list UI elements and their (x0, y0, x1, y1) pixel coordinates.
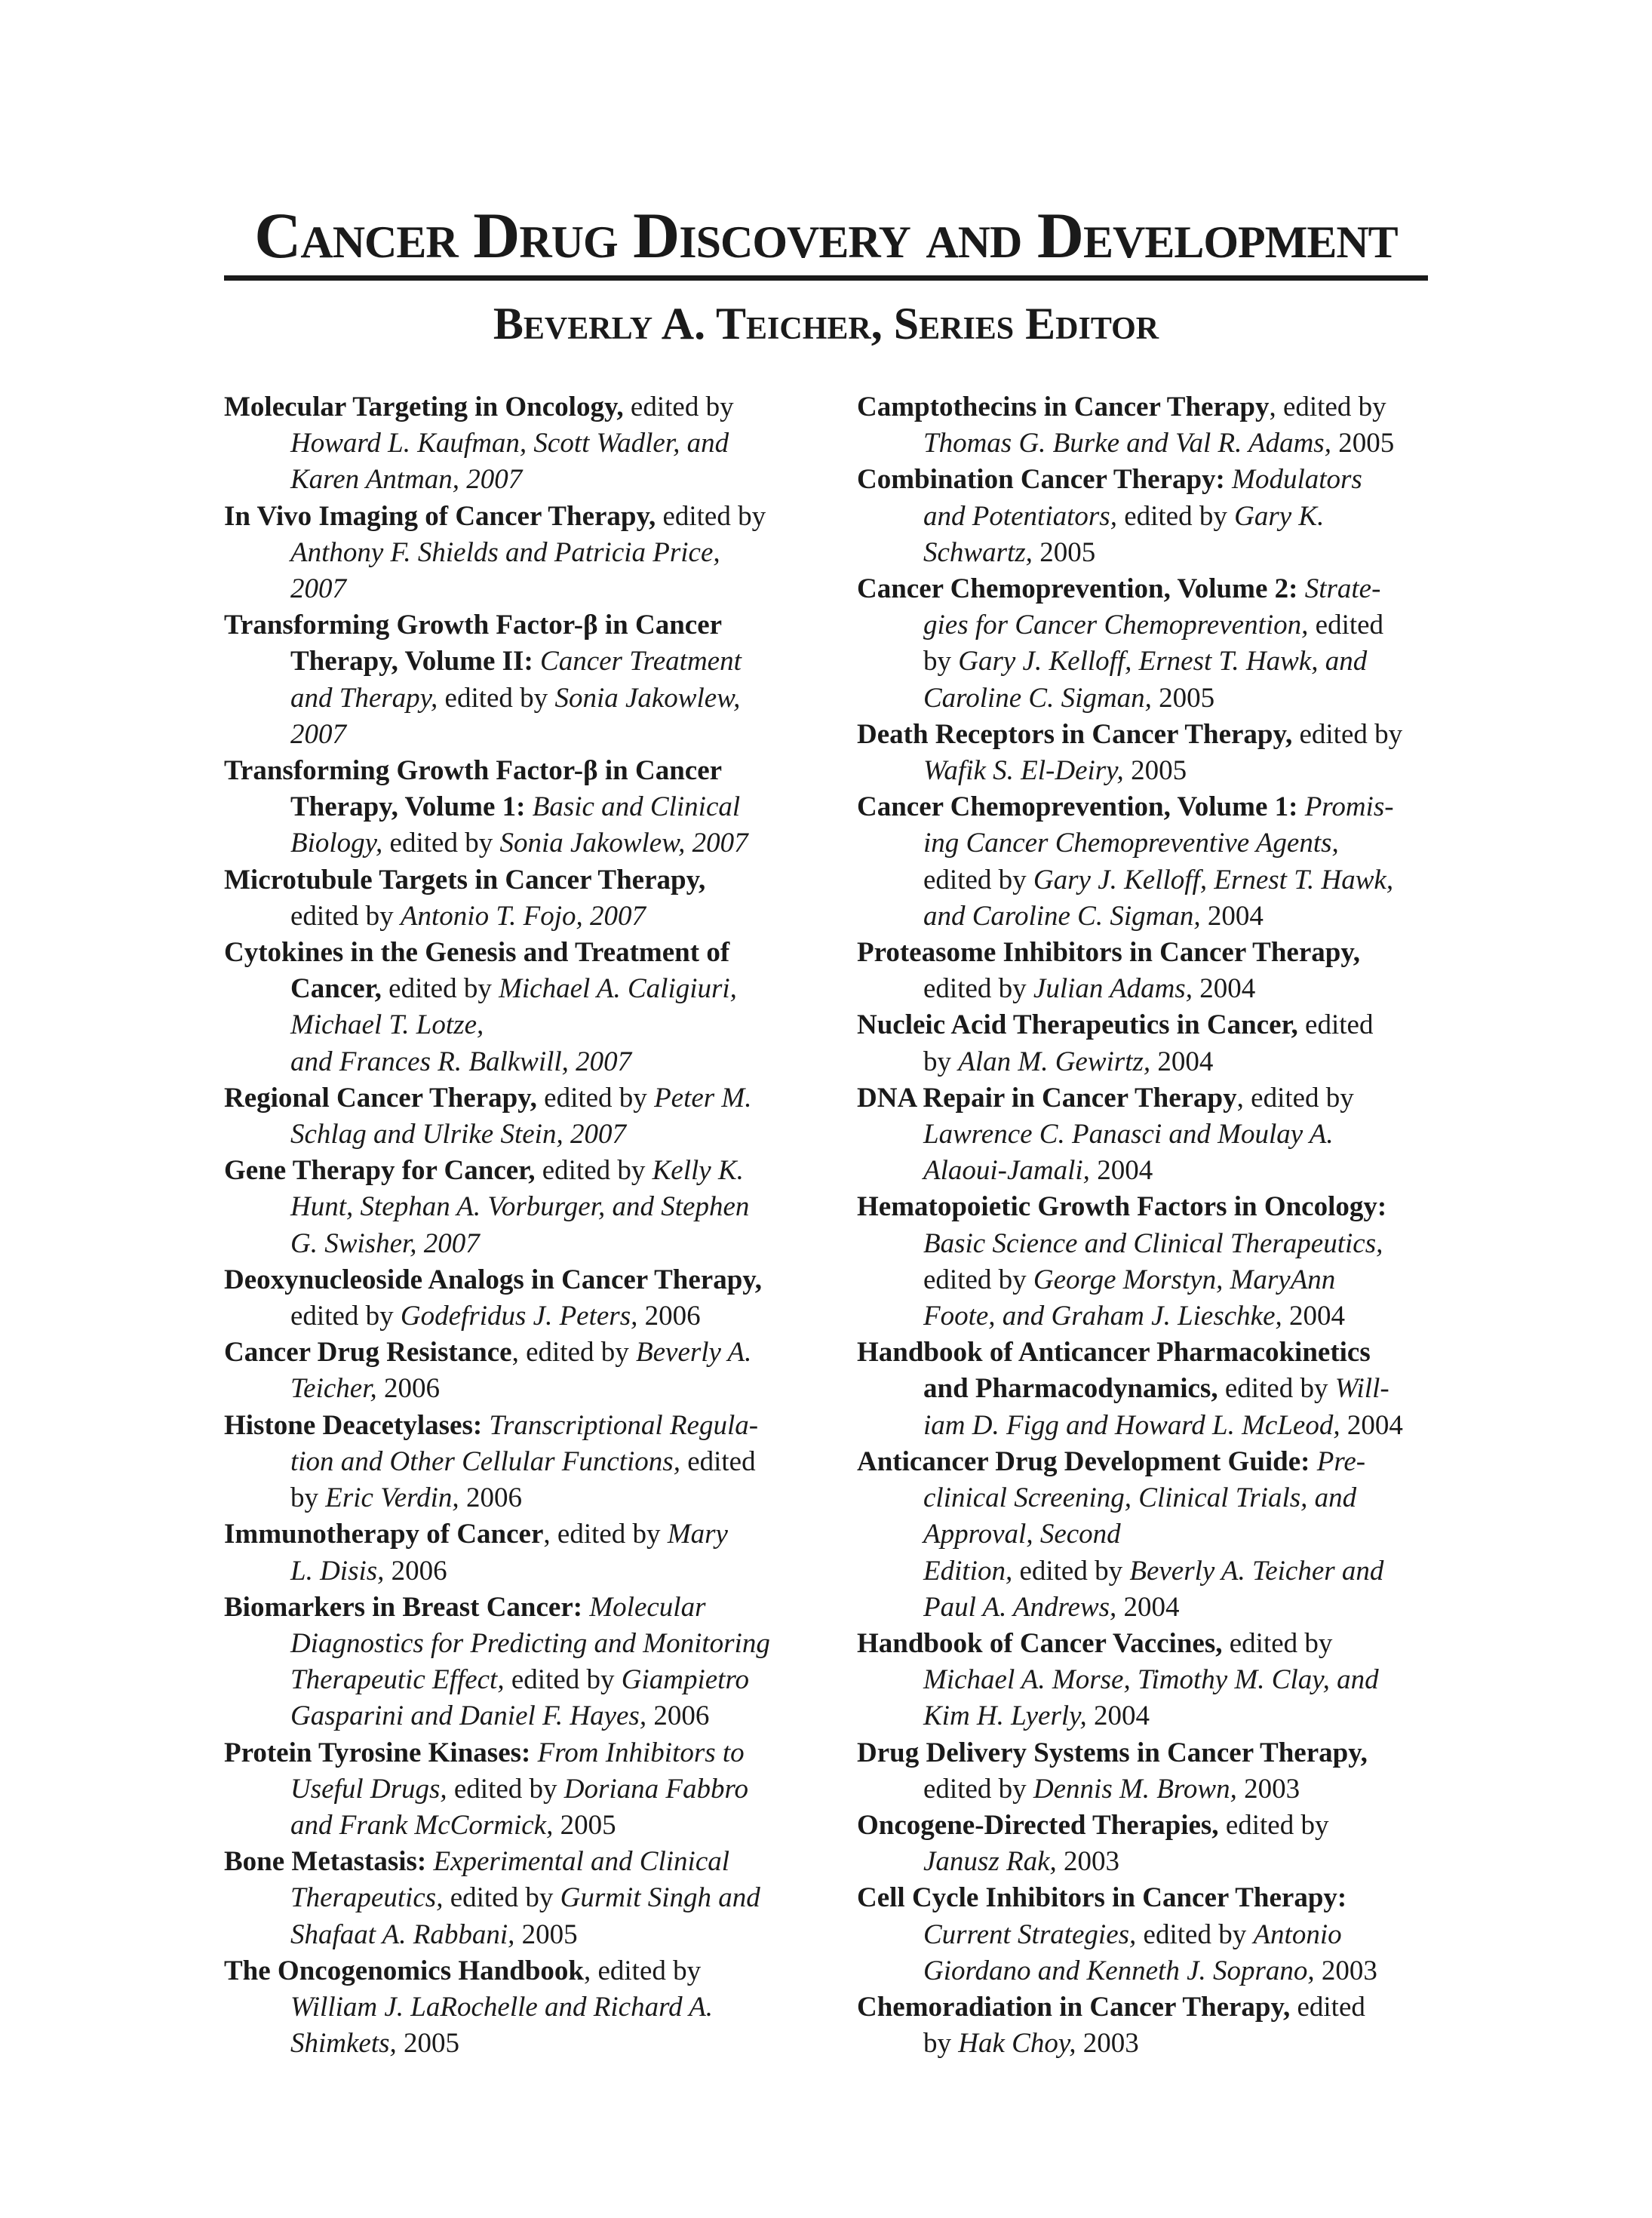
book-detail: edited by (1218, 1373, 1335, 1405)
book-entry (857, 1189, 1460, 1335)
book-detail-italic: Therapeutics, (290, 1882, 444, 1914)
book-entry (224, 1735, 828, 1845)
book-entry (857, 1007, 1460, 1080)
book-entry (224, 607, 828, 753)
book-detail-italic: Promis- (1304, 791, 1394, 823)
book-detail-italic: Julian Adams, (1033, 973, 1193, 1005)
book-detail-italic: G. Swisher, 2007 (290, 1227, 480, 1259)
book-detail-italic: Wafik S. El-Deiry, (923, 755, 1124, 787)
book-title: Histone Deacetylases: (224, 1409, 483, 1441)
book-detail: edited by (656, 500, 766, 532)
book-title: Cancer Chemoprevention, Volume 2: (857, 573, 1298, 605)
book-entry (224, 499, 828, 608)
book-detail-italic: ing Cancer Chemopreventive Agents, (923, 828, 1339, 859)
book-detail-italic: Gary K. (1234, 500, 1325, 532)
book-detail-italic: From Inhibitors to (537, 1737, 745, 1768)
book-detail: , edited by (511, 1337, 636, 1369)
book-entry (857, 1880, 1460, 1989)
book-title: Drug Delivery Systems in Cancer Therapy, (857, 1737, 1368, 1768)
book-detail: 2004 (1282, 1301, 1346, 1332)
book-detail: edited by (447, 1773, 564, 1805)
book-detail-italic: Paul A. Andrews, (923, 1591, 1117, 1623)
book-detail-italic: Beverly A. Teicher and (1129, 1555, 1384, 1587)
book-detail: 2005 (553, 1809, 616, 1841)
book-title: Anticancer Drug Development Guide: (857, 1445, 1310, 1477)
book-detail-italic: Molecular (589, 1591, 706, 1623)
book-detail: by (290, 1482, 326, 1514)
book-detail-italic: Kim H. Lyerly, (923, 1700, 1087, 1732)
book-detail-italic: Michael A. Caligiuri, (499, 973, 737, 1005)
book-detail-italic: Schlag and Ulrike Stein, 2007 (290, 1119, 626, 1150)
left-column (224, 389, 828, 2062)
book-title: Deoxynucleoside Analogs in Cancer Therapy, (224, 1264, 763, 1295)
book-title: Death Receptors in Cancer Therapy, (857, 718, 1293, 750)
book-entry (224, 753, 828, 862)
book-entry (224, 1153, 828, 1262)
book-title: Proteasome Inhibitors in Cancer Therapy, (857, 937, 1361, 969)
book-detail: edited by (923, 1773, 1033, 1805)
book-detail: edited by (1136, 1918, 1254, 1950)
book-detail-italic: Beverly A. (636, 1337, 752, 1369)
book-detail-italic: gies for Cancer Chemoprevention, (923, 610, 1309, 641)
book-detail-italic: Godefridus J. Peters, (400, 1301, 638, 1332)
book-detail-italic: Karen Antman, 2007 (290, 464, 523, 496)
book-title: Protein Tyrosine Kinases: (224, 1737, 531, 1768)
book-detail (1225, 464, 1232, 495)
book-detail-italic: Gurmit Singh and (560, 1882, 760, 1914)
book-detail-italic: Thomas G. Burke and Val R. Adams, (923, 428, 1331, 459)
book-detail-italic: Sonia Jakowlew, (554, 682, 741, 714)
book-detail: edited by (923, 864, 1033, 895)
book-detail: edited (680, 1445, 756, 1477)
book-detail (582, 1592, 589, 1623)
book-detail: edited by (438, 682, 555, 714)
book-entry (857, 1808, 1460, 1880)
book-detail-italic: L. Disis, (290, 1555, 385, 1587)
book-title: Regional Cancer Therapy, (224, 1082, 537, 1114)
book-detail: 2005 (1331, 428, 1395, 459)
book-title: Biomarkers in Breast Cancer: (224, 1591, 583, 1623)
book-detail-italic: Caroline C. Sigman, (923, 682, 1152, 714)
book-detail: 2005 (514, 1918, 578, 1950)
book-detail: edited by (381, 973, 499, 1005)
book-detail: by (923, 646, 959, 677)
book-detail-italic: Michael T. Lotze, (290, 1009, 484, 1041)
book-detail-italic: Sonia Jakowlew, 2007 (499, 828, 748, 859)
book-title: Cell Cycle Inhibitors in Cancer Therapy: (857, 1882, 1347, 1914)
book-detail: 2005 (396, 2028, 460, 2060)
book-detail-italic: Peter M. (654, 1082, 752, 1114)
book-title: Handbook of Cancer Vaccines, (857, 1627, 1223, 1659)
book-detail (1310, 1446, 1317, 1477)
book-detail: edited by (443, 1882, 560, 1914)
book-detail-italic: clinical Screening, Clinical Trials, and (923, 1482, 1357, 1514)
book-title: Microtubule Targets in Cancer Therapy, (224, 864, 706, 895)
book-entry (857, 1735, 1460, 1808)
book-detail-italic: Gary J. Kelloff, Ernest T. Hawk, and (958, 646, 1368, 677)
book-entry (224, 935, 828, 1080)
book-detail-italic: Will- (1334, 1373, 1389, 1405)
book-detail: edited by (1012, 1555, 1130, 1587)
book-title: Chemoradiation in Cancer Therapy, (857, 1991, 1291, 2023)
book-detail: by (923, 2028, 959, 2060)
book-entry (224, 862, 828, 935)
book-entry (857, 571, 1460, 717)
book-detail-italic: Howard L. Kaufman, Scott Wadler, and (290, 428, 729, 459)
book-detail-italic: Shafaat A. Rabbani, (290, 1918, 515, 1950)
book-detail: 2004 (1150, 1046, 1214, 1077)
book-detail-italic: Antonio T. Fojo, 2007 (400, 900, 646, 932)
book-entry (857, 789, 1460, 935)
book-detail-italic: 2007 (290, 573, 346, 605)
book-detail-italic: and Frances R. Balkwill, 2007 (290, 1046, 632, 1077)
book-detail-italic: Pre- (1316, 1445, 1366, 1477)
book-title: and Pharmacodynamics, (923, 1373, 1218, 1405)
book-title: Nucleic Acid Therapeutics in Cancer, (857, 1009, 1298, 1041)
book-detail-italic: iam D. Figg and Howard L. McLeod, (923, 1409, 1340, 1441)
book-detail-italic: and Therapy, (290, 682, 438, 714)
book-detail: edited by (290, 900, 401, 932)
book-detail: by (923, 1046, 959, 1077)
book-detail: 2003 (1076, 2028, 1139, 2060)
book-title: Transforming Growth Factor-β in Cancer (224, 755, 723, 787)
book-detail-italic: Foote, and Graham J. Lieschke, (923, 1301, 1282, 1332)
book-detail: , edited by (583, 1955, 702, 1986)
book-detail: edited by (1222, 1627, 1333, 1659)
book-entry (224, 1262, 828, 1335)
book-detail-italic: Hunt, Stephan A. Vorburger, and Stephen (290, 1191, 750, 1223)
book-detail: edited by (536, 1082, 655, 1114)
book-detail-italic: Antonio (1253, 1918, 1342, 1950)
book-detail: 2004 (1340, 1409, 1403, 1441)
book-detail: , edited by (543, 1519, 668, 1550)
book-detail (1297, 791, 1304, 822)
book-detail-italic: Mary (667, 1519, 728, 1550)
right-column (857, 389, 1460, 2062)
book-detail: edited by (382, 828, 500, 859)
book-entry (857, 935, 1460, 1007)
book-detail: edited by (1218, 1809, 1329, 1841)
book-detail: edited by (1116, 500, 1235, 532)
book-detail-italic: Janusz Rak, (923, 1846, 1057, 1878)
book-detail-italic: Giordano and Kenneth J. Soprano, (923, 1955, 1315, 1986)
book-detail-italic: Strate- (1304, 573, 1381, 605)
book-title: Therapy, Volume 1: (290, 791, 526, 823)
book-detail-italic: William J. LaRochelle and Richard A. (290, 1991, 714, 2023)
book-entry (857, 389, 1460, 462)
book-detail (533, 646, 540, 677)
book-entry (224, 1335, 828, 1407)
book-detail: edited by (923, 973, 1033, 1005)
book-detail: 2004 (1192, 973, 1256, 1005)
book-entry (224, 1516, 828, 1589)
book-detail-italic: Eric Verdin, (325, 1482, 459, 1514)
series-editor: Beverly A. Teicher, Series Editor (493, 299, 1159, 349)
book-detail-italic: Edition, (923, 1555, 1013, 1587)
book-detail-italic: Gary J. Kelloff, Ernest T. Hawk, (1033, 864, 1394, 895)
book-entry (857, 1626, 1460, 1735)
book-detail-italic: tion and Other Cellular Functions, (290, 1445, 680, 1477)
book-detail-italic: Anthony F. Shields and Patricia Price, (290, 536, 720, 568)
book-detail: , edited by (1236, 1082, 1354, 1114)
book-title: Gene Therapy for Cancer, (224, 1155, 536, 1187)
book-detail-italic: Kelly K. (652, 1155, 744, 1187)
book-detail: edited (1308, 610, 1384, 641)
book-detail: 2006 (384, 1555, 447, 1587)
book-title: The Oncogenomics Handbook (224, 1955, 584, 1986)
book-entry (857, 1989, 1460, 2062)
title-rule (224, 275, 1428, 281)
book-detail-italic: 2007 (290, 718, 346, 750)
book-entry (224, 1080, 828, 1153)
book-title: Cancer Chemoprevention, Volume 1: (857, 791, 1298, 823)
book-detail: 2006 (376, 1373, 441, 1405)
book-entry (224, 389, 828, 499)
book-detail (1297, 573, 1304, 604)
book-entry (857, 1335, 1460, 1444)
book-detail-italic: Basic Science and Clinical Therapeutics, (923, 1227, 1383, 1259)
book-detail: 2006 (637, 1301, 701, 1332)
book-detail: edited (1297, 1009, 1374, 1041)
book-title: Immunotherapy of Cancer (224, 1519, 544, 1550)
book-detail-italic: Diagnostics for Predicting and Monitoring (290, 1627, 770, 1659)
book-detail-italic: Approval, Second (923, 1519, 1121, 1550)
book-title: Cancer Drug Resistance (224, 1337, 512, 1369)
book-entry (224, 1953, 828, 2063)
book-detail: edited by (1292, 718, 1403, 750)
book-title: In Vivo Imaging of Cancer Therapy, (224, 500, 656, 532)
book-entry (857, 717, 1460, 789)
book-detail: 2004 (1086, 1700, 1150, 1732)
book-detail-italic: and Frank McCormick, (290, 1809, 554, 1841)
book-title: Oncogene-Directed Therapies, (857, 1809, 1219, 1841)
book-detail: 2004 (1200, 900, 1264, 932)
book-entry (224, 1590, 828, 1735)
book-detail: edited by (923, 1264, 1033, 1295)
book-detail: 2005 (1151, 682, 1215, 714)
book-detail: 2003 (1056, 1846, 1119, 1878)
book-detail-italic: Useful Drugs, (290, 1773, 447, 1805)
book-detail-italic: Lawrence C. Panasci and Moulay A. (923, 1119, 1334, 1150)
book-detail-italic: Alaoui-Jamali, (923, 1155, 1090, 1187)
book-detail: edited by (623, 392, 734, 422)
book-title: Hematopoietic Growth Factors in Oncology: (857, 1191, 1387, 1223)
book-detail: 2003 (1314, 1955, 1377, 1986)
book-detail-italic: Dennis M. Brown, (1033, 1773, 1237, 1805)
book-title: Combination Cancer Therapy: (857, 464, 1225, 496)
book-detail: edited (1290, 1991, 1365, 2023)
book-title: DNA Repair in Cancer Therapy (857, 1082, 1237, 1114)
book-detail (525, 791, 532, 822)
book-detail-italic: Giampietro (621, 1664, 749, 1696)
book-detail-italic: Cancer Treatment (540, 646, 742, 677)
book-detail-italic: and Caroline C. Sigman, (923, 900, 1201, 932)
book-title: Camptothecins in Cancer Therapy (857, 392, 1270, 422)
book-detail: 2006 (459, 1482, 522, 1514)
book-title: Molecular Targeting in Oncology, (224, 392, 624, 422)
book-detail-italic: Experimental and Clinical (433, 1846, 730, 1878)
book-detail-italic: Current Strategies, (923, 1918, 1137, 1950)
book-detail-italic: Biology, (290, 828, 383, 859)
book-detail: , edited by (1269, 392, 1386, 422)
book-entry (224, 1844, 828, 1953)
book-detail-italic: Shimkets, (290, 2028, 397, 2060)
book-detail-italic: Hak Choy, (958, 2028, 1076, 2060)
book-title: Cytokines in the Genesis and Treatment of (224, 937, 730, 969)
book-title: Handbook of Anticancer Pharmacokinetics (857, 1337, 1371, 1369)
book-detail-italic: Alan M. Gewirtz, (958, 1046, 1151, 1077)
book-title: Therapy, Volume II: (290, 646, 533, 677)
book-entry (857, 1080, 1460, 1190)
book-title: Bone Metastasis: (224, 1846, 427, 1878)
book-title: Cancer, (290, 973, 382, 1005)
book-detail: 2004 (1089, 1155, 1153, 1187)
book-title: Transforming Growth Factor-β in Cancer (224, 610, 723, 641)
book-detail-italic: Teicher, (290, 1373, 377, 1405)
book-detail-italic: Modulators (1232, 464, 1362, 496)
book-detail-italic: Schwartz, (923, 536, 1033, 568)
book-entry (857, 1444, 1460, 1626)
book-detail: edited by (290, 1301, 401, 1332)
book-detail-italic: Transcriptional Regula- (489, 1409, 759, 1441)
book-entry (224, 1408, 828, 1517)
book-detail-italic: and Potentiators, (923, 500, 1117, 532)
book-detail: 2004 (1116, 1591, 1180, 1623)
book-detail (530, 1737, 537, 1768)
book-detail-italic: Basic and Clinical (532, 791, 741, 823)
book-detail-italic: Michael A. Morse, Timothy M. Clay, and (923, 1664, 1379, 1696)
book-detail-italic: George Morstyn, MaryAnn (1033, 1264, 1336, 1295)
book-detail: 2003 (1236, 1773, 1300, 1805)
book-detail-italic: Doriana Fabbro (563, 1773, 749, 1805)
book-detail-italic: Gasparini and Daniel F. Hayes, (290, 1700, 647, 1732)
book-detail: 2006 (646, 1700, 710, 1732)
series-title: Cancer Drug Discovery and Development (254, 199, 1398, 272)
book-entry (857, 462, 1460, 571)
book-detail: 2005 (1123, 755, 1187, 787)
book-detail-italic: Therapeutic Effect, (290, 1664, 505, 1696)
book-detail: edited by (535, 1155, 653, 1187)
book-detail: edited by (504, 1664, 622, 1696)
book-detail: 2005 (1032, 536, 1096, 568)
